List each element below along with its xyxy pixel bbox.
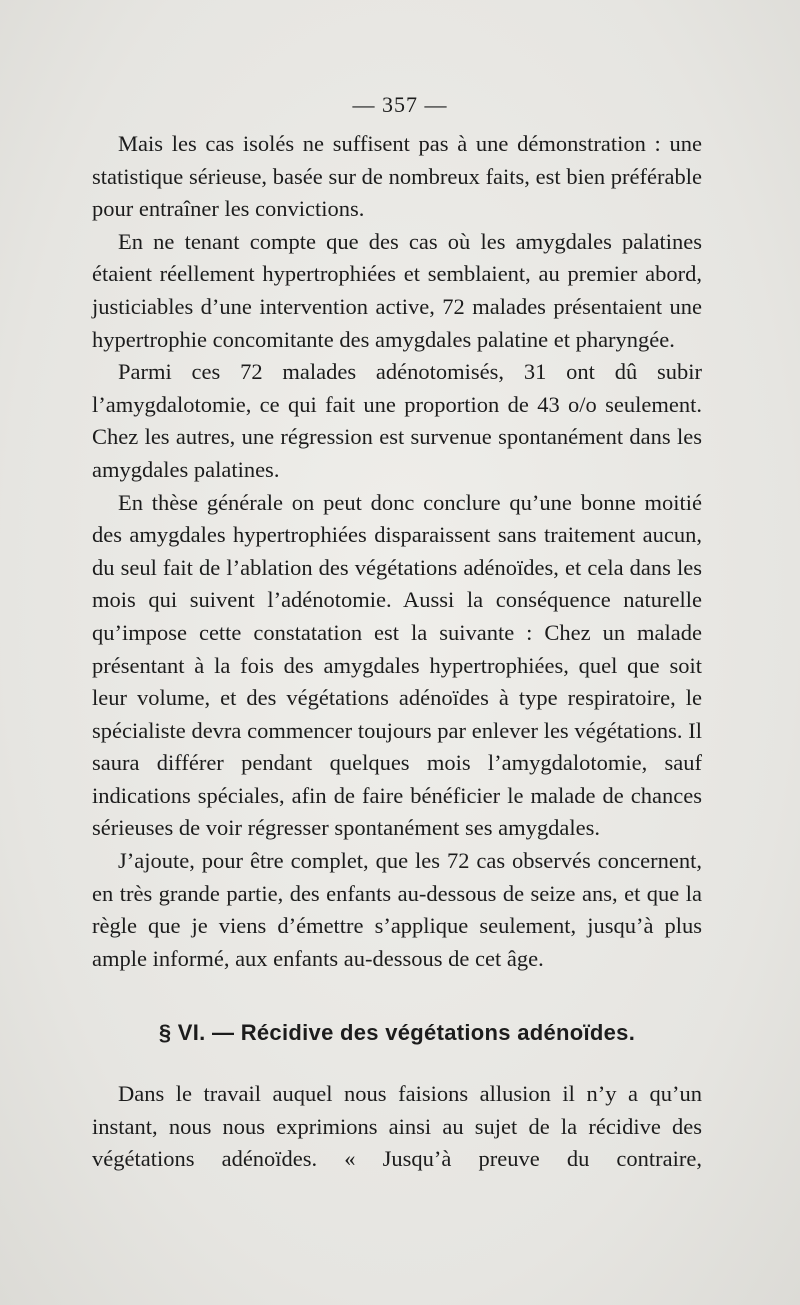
page-number: — 357 — xyxy=(352,92,448,117)
paragraph-3: Parmi ces 72 malades adénotomisés, 31 ont dû subir l’amygdalotomie, ce qui fait une proportion de 43 o/o seulement. Chez les autres, une régression est survenue spontanément dans les amygdales palatines. xyxy=(92,359,702,482)
paragraph-5: J’ajoute, pour être complet, que les 72 cas observés concernent, en très grande partie, des enfants au-dessous de seize ans, et que la règle que je viens d’émettre s’applique seulement, jusqu’à plus ample informé, aux enfants au-dessous de cet âge. xyxy=(92,848,702,971)
paragraph-1: Mais les cas isolés ne suffisent pas à une démonstration : une statistique sérieuse, basée sur de nombreux faits, est bien préférable pour entraîner les convictions. xyxy=(92,131,702,222)
paragraph-2: En ne tenant compte que des cas où les amygdales palatines étaient réellement hypertrophiées et semblaient, au premier abord, justiciables d’une intervention active, 72 malades présentaient une hypertrophie concomitante des amygdales palatine et pharyngée. xyxy=(92,228,702,352)
page-body xyxy=(92,128,702,1176)
section-heading: § VI. — Récidive des végétations adénoïdes. xyxy=(158,1020,636,1046)
paragraph-6: Dans le travail auquel nous faisions allusion il n’y a qu’un instant, nous nous exprimions ainsi au sujet de la récidive des végétations adénoïdes. « Jusqu’à preuve du contraire, xyxy=(92,1081,702,1172)
paragraph-4: En thèse générale on peut donc conclure qu’une bonne moitié des amygdales hypertrophiées disparaissent sans traitement aucun, du seul fait de l’ablation des végétations adénoïdes, et cela dans les mois qui suivent l’adénotomie. Aussi la conséquence naturelle qu’impose cette constatation est la suivante : Chez un malade présentant à la fois des amygdales hypertrophiées, quel que soit leur volume, et des végétations adénoïdes à type respiratoire, le spécialiste devra commencer toujours par enlever les végétations. Il saura différer pendant quelques mois l’amygdalotomie, sauf indications spéciales, afin de faire bénéficier le malade de chances sérieuses de voir régresser spontanément ses amygdales. xyxy=(92,489,702,841)
